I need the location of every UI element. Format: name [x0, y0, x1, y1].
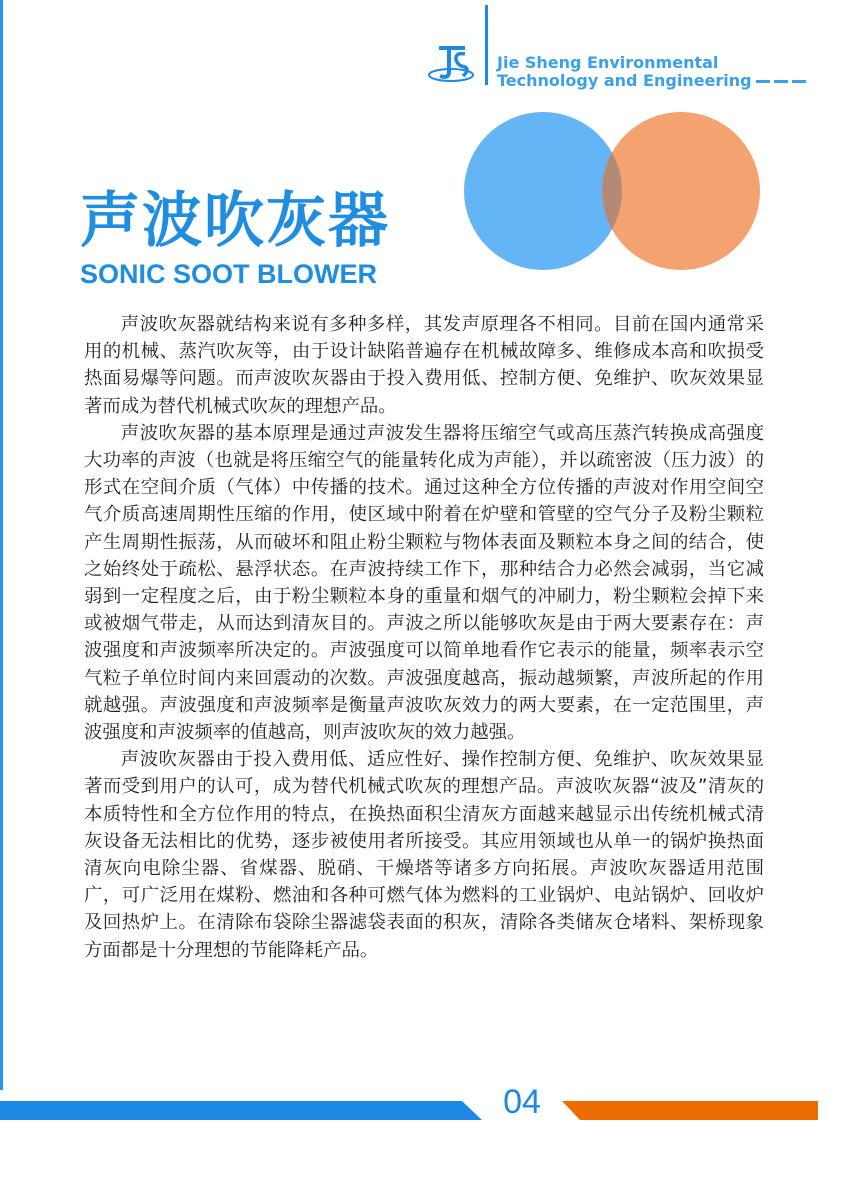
- page-subtitle: SONIC SOOT BLOWER: [80, 259, 377, 289]
- decorative-circles: [464, 112, 760, 270]
- blue-circle: [464, 112, 622, 270]
- page-title: 声波吹灰器: [80, 186, 390, 256]
- decorative-dash: [774, 80, 788, 83]
- body-paragraph: 声波吹灰器的基本原理是通过声波发生器将压缩空气或高压蒸汽转换成高强度大功率的声波（也就是将压缩空气的能量转化成为声能），并以疏密波（压力波）的形式在空间介质（气体）中传播的技术。通过这种全方位传播的声波对作用空间空气介质高速周期性压缩的作用，使区域中附着在炉壁和管壁的空气分子及粉尘颗粒产生周期性振荡，从而破坏和阻止粉尘颗粒与物体表面及颗粒本身之间的结合，使之始终处于疏松、悬浮状态。在声波持续工作下，那种结合力必然会减弱，当它减弱到一定程度之后，由于粉尘颗粒本身的重量和烟气的冲刷力，粉尘颗粒会掉下来或被烟气带走，从而达到清灰目的。声波之所以能够吹灰是由于两大要素存在：声波强度和声波频率所决定的。声波强度可以简单地看作它表示的能量，频率表示空气粒子单位时间内来回震动的次数。声波强度越高，振动越频繁，声波所起的作用就越强。声波强度和声波频率是衡量声波吹灰效力的两大要素，在一定范围里，声波强度和声波频率的值越高，则声波吹灰的效力越强。: [84, 422, 764, 744]
- company-name: [497, 54, 827, 90]
- js-monogram-logo: [425, 42, 477, 84]
- company-name-line2-text: Technology and Engineering: [497, 71, 752, 90]
- decorative-dash: [756, 80, 770, 83]
- company-name-line2: [497, 72, 827, 90]
- left-border-rule: [0, 0, 3, 1090]
- decorative-dash: [792, 80, 806, 83]
- body-paragraph: 声波吹灰器就结构来说有多种多样，其发声原理各不相同。目前在国内通常采用的机械、蒸汽吹灰等，由于设计缺陷普遍存在机械故障多、维修成本高和吹损受热面易爆等问题。而声波吹灰器由于投入费用低、控制方便、免维护、吹灰效果显著而成为替代机械式吹灰的理想产品。: [84, 314, 764, 417]
- orange-circle: [602, 112, 760, 270]
- footer-bar-right: [562, 1101, 818, 1120]
- header-divider: [485, 5, 488, 85]
- company-name-line1: Jie Sheng Environmental: [497, 53, 719, 72]
- body-paragraph: 声波吹灰器由于投入费用低、适应性好、操作控制方便、免维护、吹灰效果显著而受到用户的认可，成为替代机械式吹灰的理想产品。声波吹灰器“波及”清灰的本质特性和全方位作用的特点，在换热面积尘清灰方面越来越显示出传统机械式清灰设备无法相比的优势，逐步被使用者所接受。其应用领域也从单一的锅炉换热面清灰向电除尘器、省煤器、脱硝、干燥塔等诸多方向拓展。声波吹灰器适用范围广，可广泛用在煤粉、燃油和各种可燃气体为燃料的工业锅炉、电站锅炉、回收炉及回热炉上。在清除布袋除尘器滤袋表面的积灰，清除各类储灰仓堵料、架桥现象方面都是十分理想的节能降耗产品。: [84, 749, 764, 961]
- page-number: 04: [503, 1083, 541, 1121]
- body-text: [84, 311, 764, 964]
- footer-bar-left: [0, 1101, 482, 1120]
